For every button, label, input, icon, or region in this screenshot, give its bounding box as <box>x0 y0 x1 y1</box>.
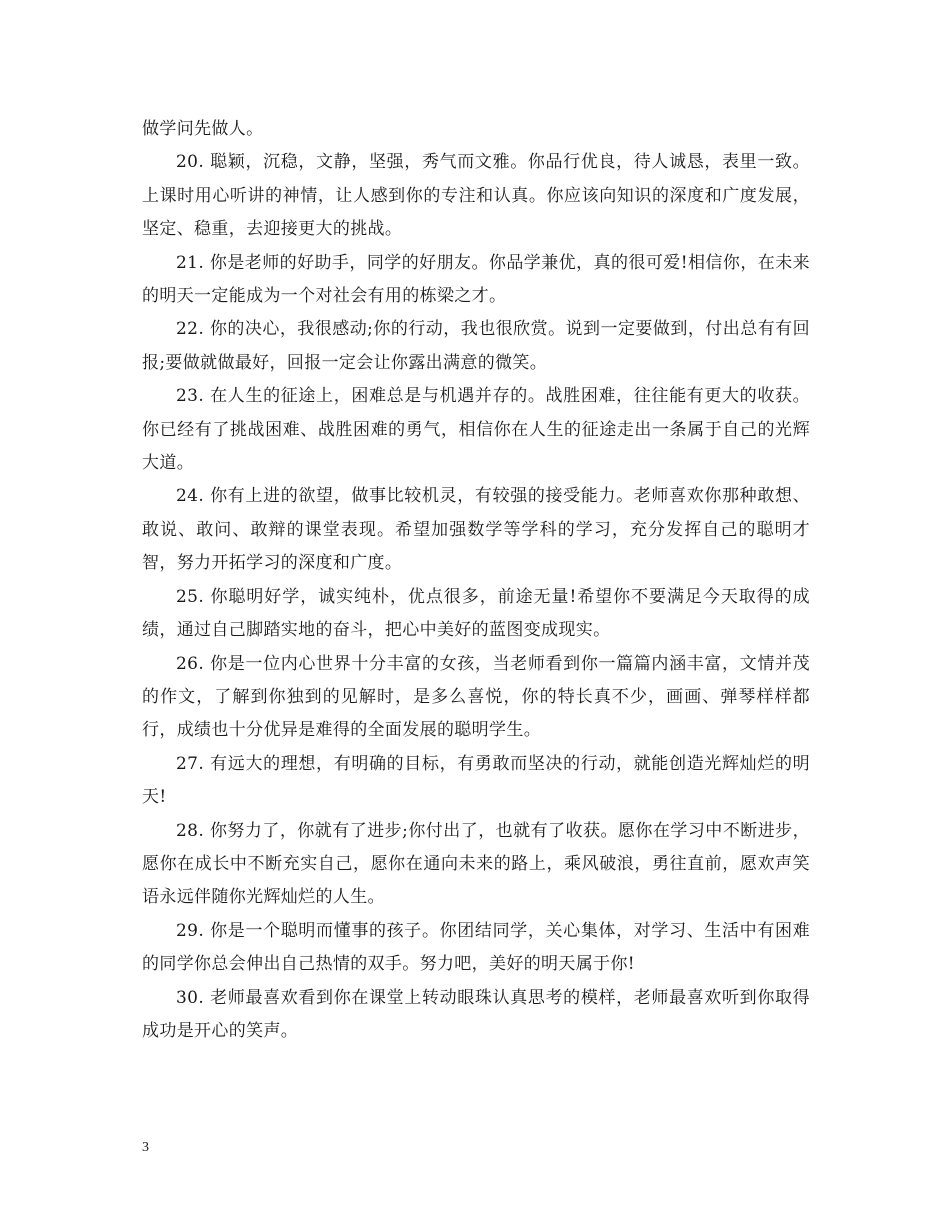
paragraph-30: 30. 老师最喜欢看到你在课堂上转动眼珠认真思考的模样，老师最喜欢听到你取得成功是开心的笑声。 <box>142 987 810 1041</box>
paragraph-28: 28. 你努力了，你就有了进步;你付出了，也就有了收获。愿你在学习中不断进步，愿你在成长中不断充实自己，愿你在通向未来的路上，乘风破浪，勇往直前，愿欢声笑语永远伴随你光辉灿烂的人生。 <box>142 820 810 908</box>
paragraph-continuation: 做学问先做人。 <box>142 119 264 139</box>
paragraph-23: 23. 在人生的征途上，困难总是与机遇并存的。战胜困难，往往能有更大的收获。你已经有了挑战困难、战胜困难的勇气，相信你在人生的征途走出一条属于自己的光辉大道。 <box>142 386 810 474</box>
paragraph-21: 21. 你是老师的好助手，同学的好朋友。你品学兼优，真的很可爱!相信你，在未来的明天一定能成为一个对社会有用的栋梁之才。 <box>142 252 810 307</box>
paragraph-25: 25. 你聪明好学，诚实纯朴，优点很多，前途无量!希望你不要满足今天取得的成绩，通过自己脚踏实地的奋斗，把心中美好的蓝图变成现实。 <box>142 586 810 641</box>
paragraph-24: 24. 你有上进的欲望，做事比较机灵，有较强的接受能力。老师喜欢你那种敢想、敢说、敢问、敢辩的课堂表现。希望加强数学等学科的学习，充分发挥自己的聪明才智，努力开拓学习的深度和广度。 <box>142 486 810 574</box>
paragraph-27: 27. 有远大的理想，有明确的目标，有勇敢而坚决的行动，就能创造光辉灿烂的明天! <box>142 753 810 808</box>
paragraph-26: 26. 你是一位内心世界十分丰富的女孩，当老师看到你一篇篇内涵丰富，文情并茂的作文，了解到你独到的见解时，是多么喜悦，你的特长真不少，画画、弹琴样样都行，成绩也十分优异是难得的全面发展的聪明学生。 <box>142 653 810 741</box>
document-body <box>142 113 810 1048</box>
paragraph-29: 29. 你是一个聪明而懂事的孩子。你团结同学，关心集体，对学习、生活中有困难的同学你总会伸出自己热情的双手。努力吧，美好的明天属于你! <box>142 920 810 975</box>
page-number: 3 <box>142 1140 149 1155</box>
paragraph-20: 20. 聪颖，沉稳，文静，坚强，秀气而文雅。你品行优良，待人诚恳，表里一致。上课时用心听讲的神情，让人感到你的专注和认真。你应该向知识的深度和广度发展，坚定、稳重，去迎接更大的挑战。 <box>142 152 810 240</box>
paragraph-22: 22. 你的决心，我很感动;你的行动，我也很欣赏。说到一定要做到，付出总有有回报;要做就做最好，回报一定会让你露出满意的微笑。 <box>142 319 810 373</box>
